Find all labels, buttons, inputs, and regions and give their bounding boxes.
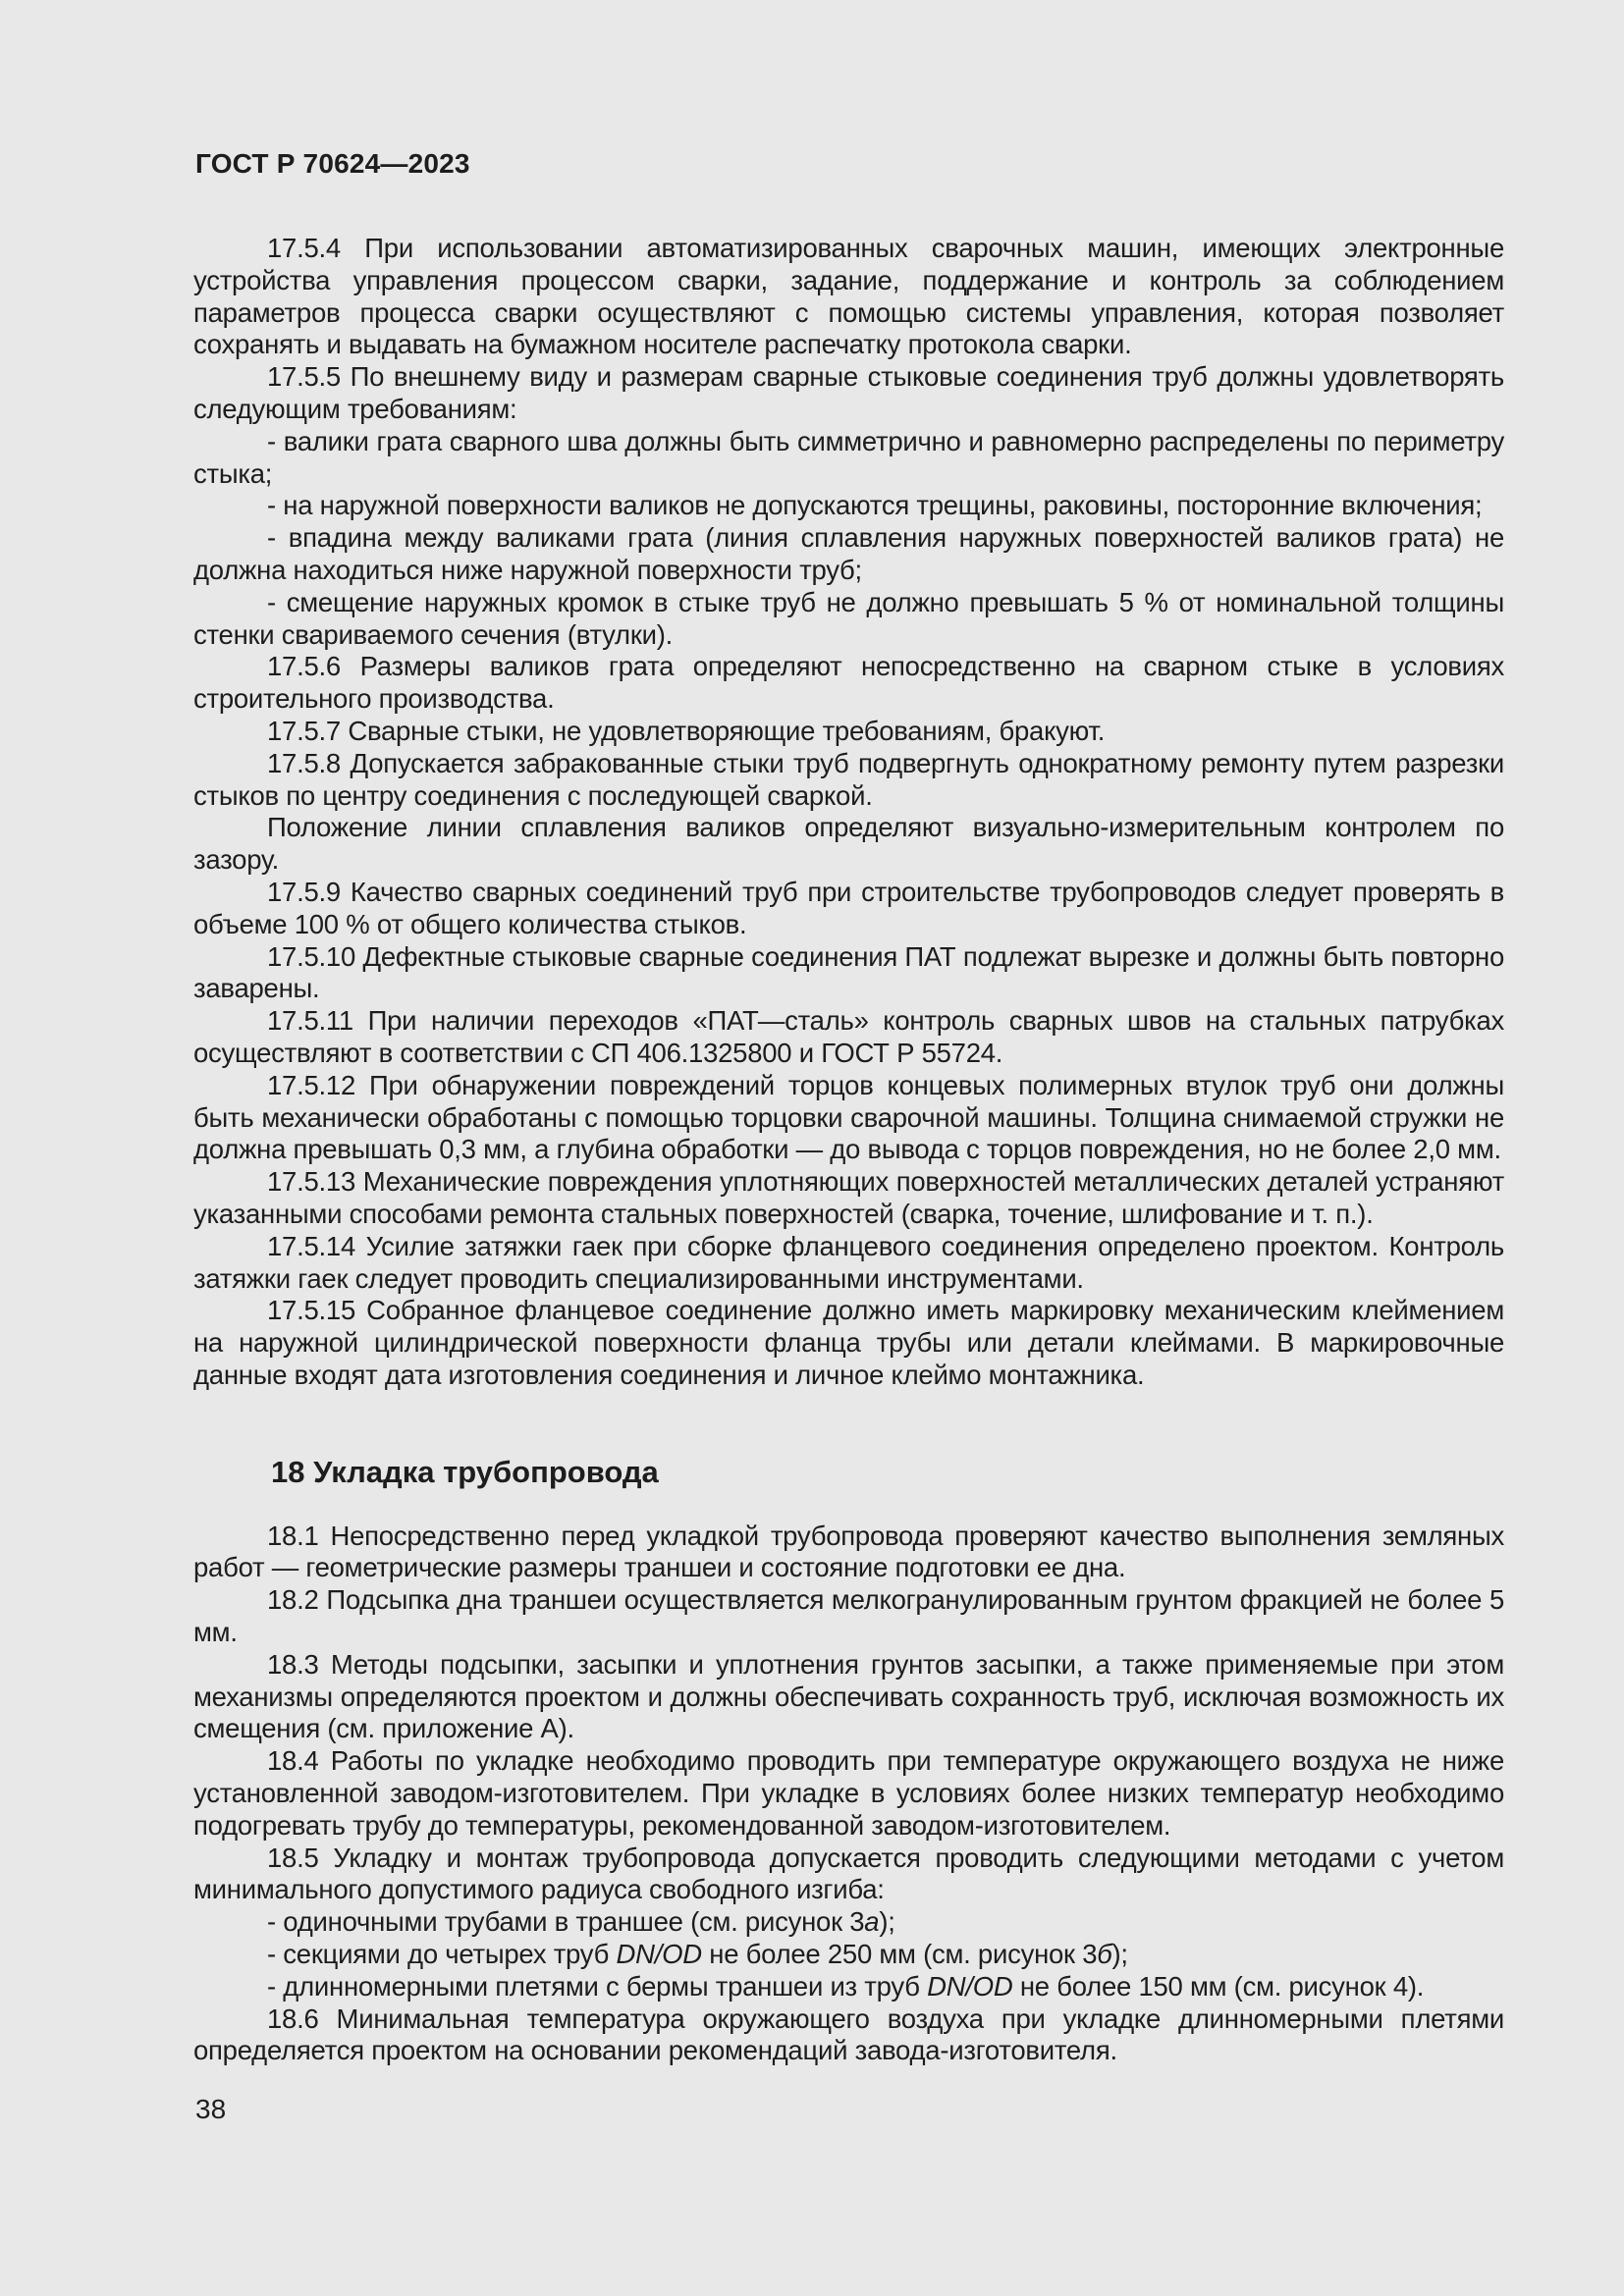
paragraph — [193, 1584, 1504, 1649]
list-item — [193, 522, 1504, 587]
text-run: 17.5.7 Сварные стыки, не удовлетворяющие требованиям, бракуют. — [267, 715, 1106, 746]
paragraph — [193, 748, 1504, 813]
document-body — [193, 233, 1504, 2067]
italic-text: б — [1097, 1939, 1112, 1970]
list-item — [193, 587, 1504, 652]
paragraph — [193, 1166, 1504, 1231]
text-run: 17.5.11 При наличии переходов «ПАТ—сталь» контроль сварных швов на стальных патрубках осуществляют в соответствии с СП 406.1325800 и ГОСТ Р 55724. — [193, 1005, 1504, 1068]
text-run: 18 Укладка трубопровода — [271, 1454, 659, 1489]
list-item — [193, 490, 1504, 522]
text-run: 17.5.15 Собранное фланцевое соединение должно иметь маркировку механическим клеймением на наружной цилиндрической поверхности фланца трубы или детали клеймами. В маркировочные данные входят дата изготовления соединения и личное клеймо монтажника. — [193, 1295, 1504, 1390]
paragraph — [193, 1521, 1504, 1585]
paragraph — [193, 651, 1504, 716]
paragraph — [193, 2003, 1504, 2068]
paragraph — [193, 1649, 1504, 1745]
paragraph — [193, 1745, 1504, 1842]
text-run: 17.5.8 Допускается забракованные стыки труб подвергнуть однократному ремонту путем разрезки стыков по центру соединения с последующей сваркой. — [193, 747, 1504, 811]
text-run: 17.5.14 Усилие затяжки гаек при сборке фланцевого соединения определено проектом. Контроль затяжки гаек следует проводить специализированными инструментами. — [193, 1230, 1504, 1294]
paragraph — [193, 716, 1504, 748]
text-run: 17.5.5 По внешнему виду и размерам сварные стыковые соединения труб должны удовлетворять следующим требованиям: — [193, 361, 1504, 424]
text-run: ); — [879, 1906, 895, 1938]
text-run: - секциями до четырех труб — [267, 1939, 617, 1970]
text-run: 17.5.9 Качество сварных соединений труб при строительстве трубопроводов следует проверять в объеме 100 % от общего количества стыков. — [193, 876, 1504, 939]
paragraph — [193, 877, 1504, 941]
text-run: 17.5.10 Дефектные стыковые сварные соединения ПАТ подлежат вырезке и должны быть повторно заварены. — [193, 940, 1504, 1004]
text-run: - смещение наружных кромок в стыке труб не должно превышать 5 % от номинальной толщины стенки свариваемого сечения (втулки). — [193, 586, 1504, 650]
text-run: - на наружной поверхности валиков не допускаются трещины, раковины, посторонние включения; — [267, 490, 1483, 521]
page-number: 38 — [195, 2094, 227, 2125]
text-run: 18.1 Непосредственно перед укладкой трубопровода проверяют качество выполнения земляных работ — геометрические размеры траншеи и состояние подготовки ее дна. — [193, 1520, 1504, 1583]
italic-text: а — [864, 1906, 880, 1938]
paragraph — [193, 1295, 1504, 1391]
paragraph — [193, 1842, 1504, 1907]
text-run: - длинномерными плетями с бермы траншеи из труб — [267, 1970, 928, 2002]
text-run: 18.5 Укладку и монтаж трубопровода допускается проводить следующими методами с учетом минимального допустимого радиуса свободного изгиба: — [193, 1842, 1504, 1905]
text-run: 18.4 Работы по укладке необходимо проводить при температуре окружающего воздуха не ниже установленной заводом-изготовителем. При укладке в условиях более низких температур необходимо подогревать трубу до температуры, рекомендованной заводом-изготовителем. — [193, 1745, 1504, 1841]
paragraph — [193, 233, 1504, 361]
paragraph — [193, 941, 1504, 1006]
text-run: 18.6 Минимальная температура окружающего воздуха при укладке длинномерными плетями определяется проектом на основании рекомендаций завода-изготовителя. — [193, 2002, 1504, 2066]
list-item — [193, 1906, 1504, 1939]
paragraph — [193, 812, 1504, 877]
standard-designation: ГОСТ Р 70624—2023 — [195, 148, 470, 179]
text-run: - валики грата сварного шва должны быть симметрично и равномерно распределены по периметру стыка; — [193, 425, 1504, 489]
list-item — [193, 426, 1504, 491]
text-run: 17.5.6 Размеры валиков грата определяют непосредственно на сварном стыке в условиях строительного производства. — [193, 651, 1504, 715]
text-run: 17.5.4 При использовании автоматизированных сварочных машин, имеющих электронные устройства управления процессом сварки, задание, поддержание и контроль за соблюдением параметров процесса сварки осуществляют с помощью системы управления, которая позволяет сохранять и выдавать на бумажном носителе распечатку протокола сварки. — [193, 233, 1504, 360]
text-run: 17.5.13 Механические повреждения уплотняющих поверхностей металлических деталей устраняют указанными способами ремонта стальных поверхностей (сварка, точение, шлифование и т. п.). — [193, 1166, 1504, 1229]
text-run: не более 250 мм (см. рисунок 3 — [701, 1939, 1098, 1970]
list-item — [193, 1971, 1504, 2003]
text-run: Положение линии сплавления валиков определяют визуально-измерительным контролем по зазору. — [193, 812, 1504, 876]
italic-text: DN/OD — [927, 1970, 1013, 2002]
text-run: ); — [1111, 1939, 1128, 1970]
list-item — [193, 1939, 1504, 1971]
text-run: 17.5.12 При обнаружении повреждений торцов концевых полимерных втулок труб они должны быть механически обработаны с помощью торцовки сварочной машины. Толщина снимаемой стружки не должна превышать 0,3 мм, а глубина обработки — до вывода с торцов повреждения, но не более 2,0 мм. — [193, 1069, 1504, 1165]
text-run: 18.2 Подсыпка дна траншеи осуществляется мелкогранулированным грунтом фракцией не более 5 мм. — [193, 1584, 1504, 1648]
paragraph — [193, 1231, 1504, 1296]
text-run: - одиночными трубами в траншее (см. рисунок 3 — [267, 1906, 865, 1938]
text-run: - впадина между валиками грата (линия сплавления наружных поверхностей валиков грата) не должна находиться ниже наружной поверхности труб; — [193, 522, 1504, 585]
text-run: не более 150 мм (см. рисунок 4). — [1012, 1970, 1425, 2002]
section-heading — [193, 1455, 1504, 1490]
italic-text: DN/OD — [616, 1939, 702, 1970]
paragraph — [193, 361, 1504, 426]
paragraph — [193, 1005, 1504, 1070]
text-run: 18.3 Методы подсыпки, засыпки и уплотнения грунтов засыпки, а также применяемые при этом механизмы определяются проектом и должны обеспечивать сохранность труб, исключая возможность их смещения (см. приложение А). — [193, 1648, 1504, 1744]
paragraph — [193, 1070, 1504, 1166]
